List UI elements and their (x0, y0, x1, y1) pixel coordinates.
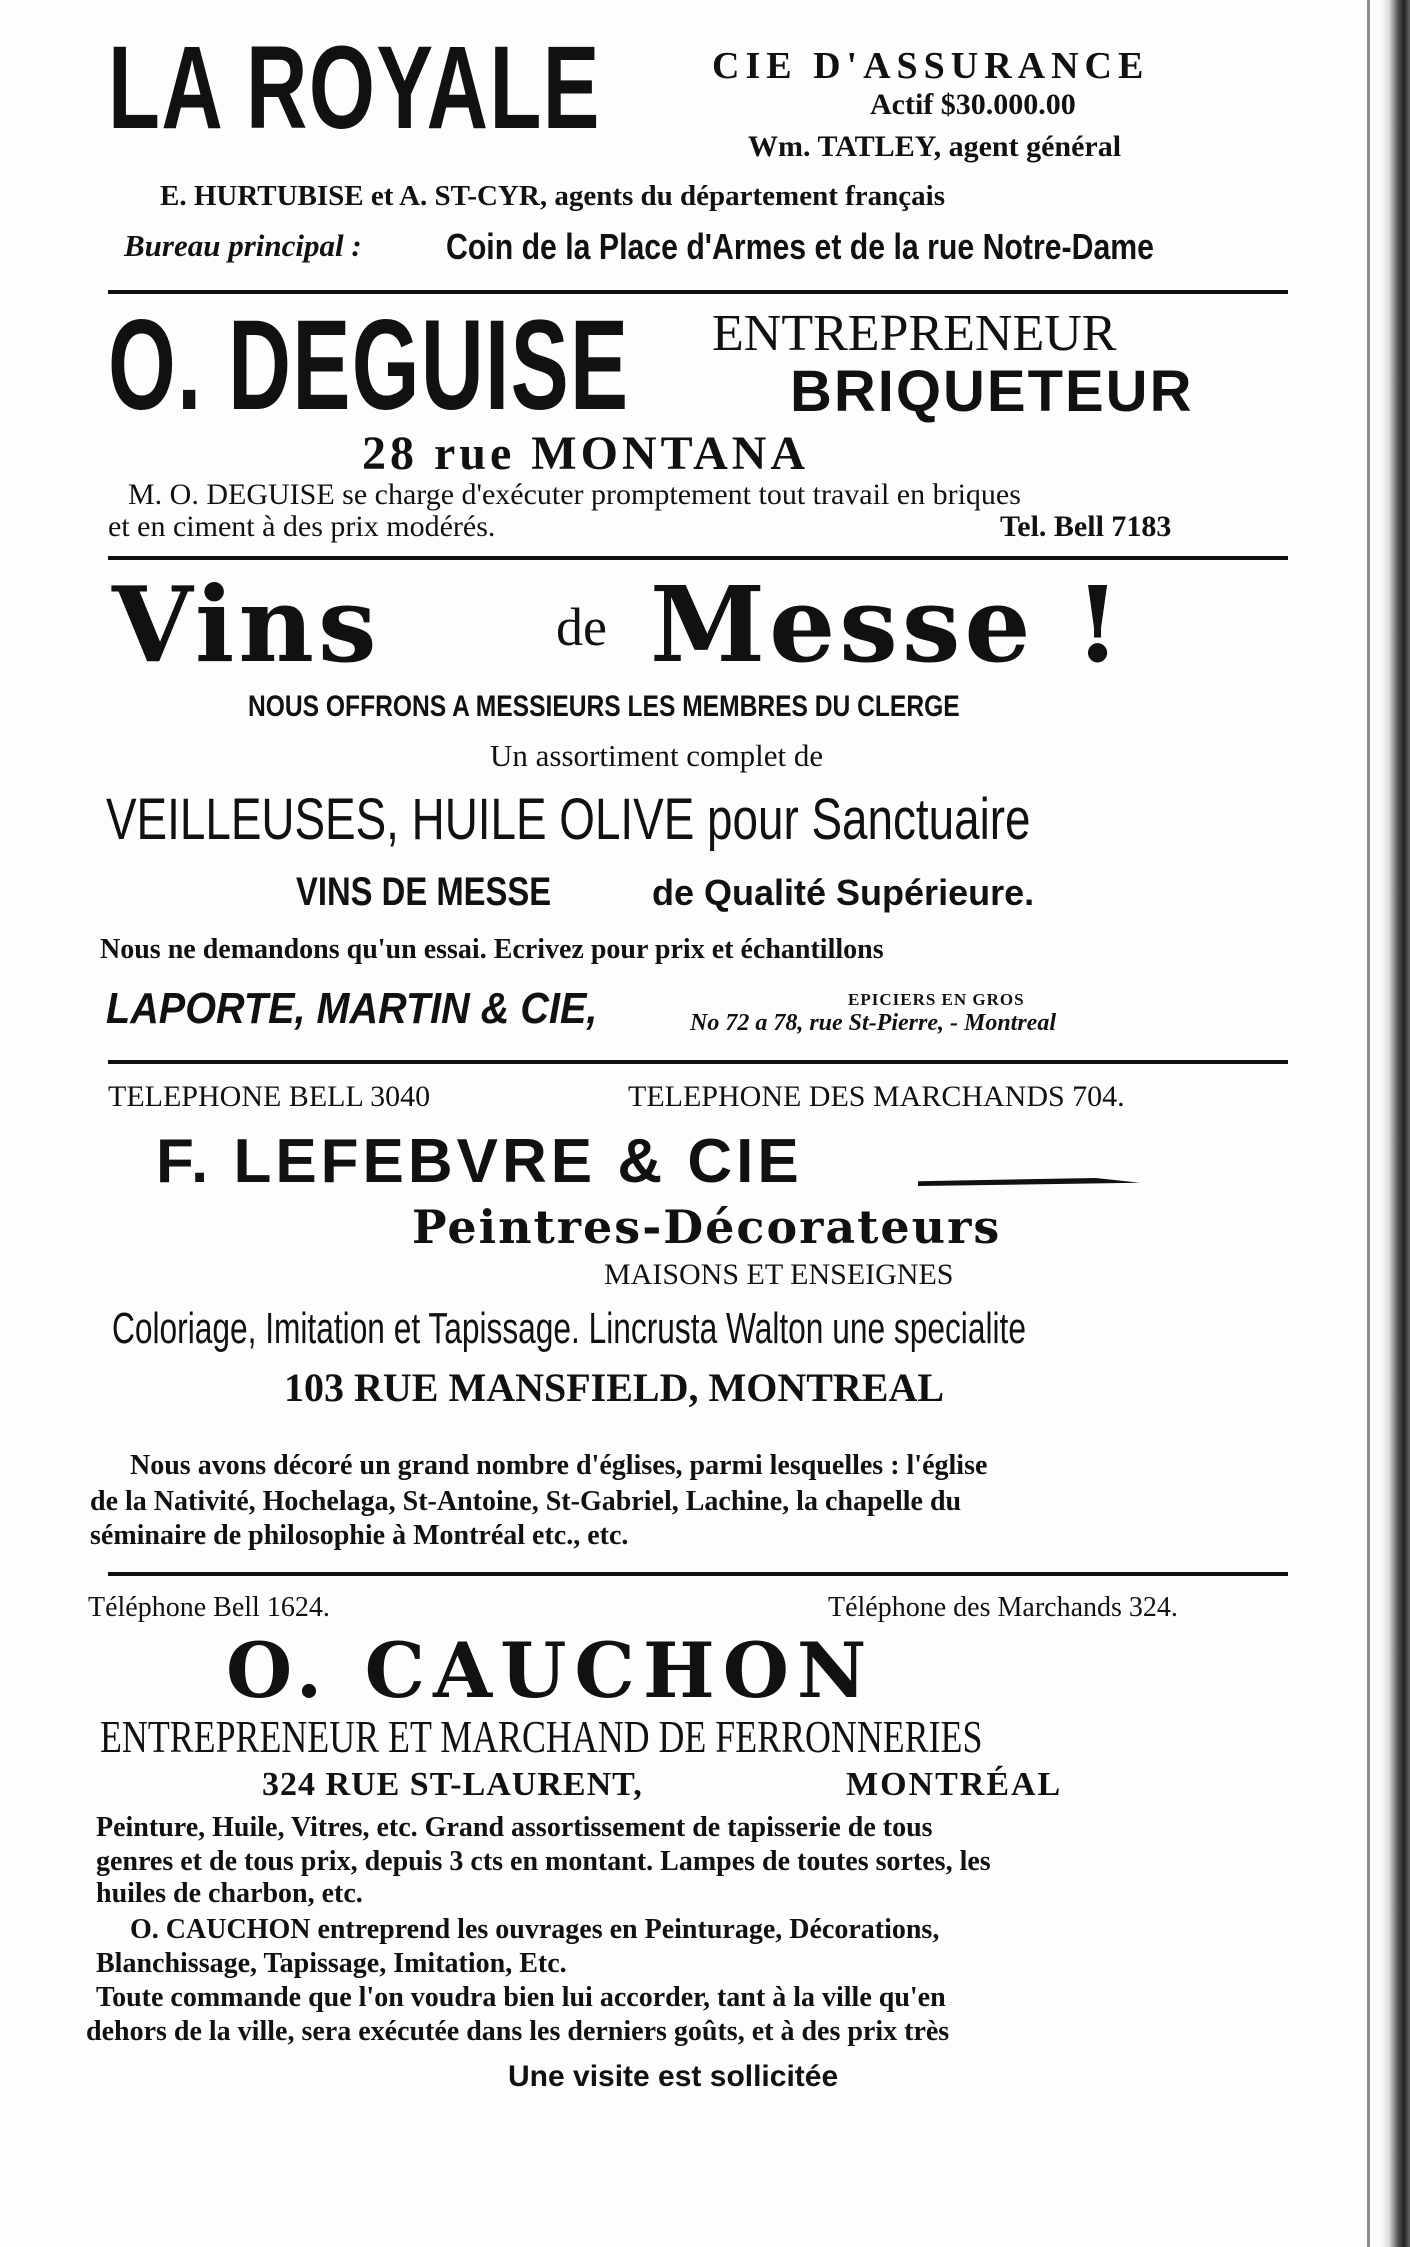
cauchon-para5: Blanchissage, Tapissage, Imitation, Etc. (96, 1948, 567, 1979)
cauchon-para4: O. CAUCHON entreprend les ouvrages en Peinturage, Décorations, (130, 1914, 940, 1945)
page-edge-line (1367, 0, 1370, 2247)
royale-bureau-label: Bureau principal : (124, 228, 362, 263)
deguise-title-entrepreneur: ENTREPRENEUR (712, 305, 1117, 362)
cauchon-address-street: 324 RUE ST-LAURENT, (262, 1766, 643, 1803)
cauchon-para7: dehors de la ville, sera exécutée dans les derniers goûts, et à des prix très (86, 2016, 950, 2047)
cauchon-closing: Une visite est sollicitée (508, 2060, 839, 2093)
cauchon-title: ENTREPRENEUR ET MARCHAND DE FERRONNERIES (100, 1711, 983, 1762)
deguise-phone: Tel. Bell 7183 (1000, 510, 1172, 543)
lefebvre-address: 103 RUE MANSFIELD, MONTREAL (284, 1365, 945, 1410)
divider-2 (108, 556, 1288, 560)
page-edge-shadow (1380, 0, 1410, 2247)
cauchon-address-city: MONTRÉAL (846, 1766, 1063, 1803)
lefebvre-services: Coloriage, Imitation et Tapissage. Lincrusta Walton une specialite (112, 1304, 1026, 1353)
divider-4 (108, 1572, 1288, 1576)
lefebvre-title: Peintres-Décorateurs (412, 1200, 1002, 1254)
lefebvre-para3: séminaire de philosophie à Montréal etc., etc. (90, 1520, 629, 1551)
deguise-address: 28 rue MONTANA (362, 427, 810, 480)
vins-firm-address: No 72 a 78, rue St-Pierre, - Montreal (690, 1010, 1056, 1036)
deguise-title-briqueteur: BRIQUETEUR (790, 359, 1194, 424)
cauchon-para2: genres et de tous prix, depuis 3 cts en montant. Lampes de toutes sortes, les (96, 1846, 991, 1877)
lefebvre-phone-bell: TELEPHONE BELL 3040 (108, 1080, 431, 1113)
royale-company: CIE D'ASSURANCE (712, 45, 1150, 87)
royale-actif: Actif $30.000.00 (870, 88, 1076, 121)
cauchon-para6: Toute commande que l'on voudra bien lui accorder, tant à la ville qu'en (96, 1982, 946, 2013)
vins-line2: Un assortiment complet de (490, 738, 824, 773)
vins-firm: LAPORTE, MARTIN & CIE, (106, 984, 598, 1033)
vins-line3: VEILLEUSES, HUILE OLIVE pour Sanctuaire (106, 787, 1031, 852)
vins-line4-a: VINS DE MESSE (296, 870, 552, 914)
lefebvre-name-swash (918, 1178, 1140, 1186)
vins-firm-type: EPICIERS EN GROS (848, 990, 1025, 1009)
cauchon-para3: huiles de charbon, etc. (96, 1878, 363, 1909)
vins-line4-b: de Qualité Supérieure. (652, 872, 1035, 913)
royale-agent: Wm. TATLEY, agent général (748, 130, 1122, 163)
royale-bureau-address: Coin de la Place d'Armes et de la rue Notre-Dame (446, 226, 1154, 267)
lefebvre-name: F. LEFEBVRE & CIE (156, 1127, 803, 1196)
vins-line1: NOUS OFFRONS A MESSIEURS LES MEMBRES DU CLERGE (248, 690, 960, 723)
lefebvre-subtitle: MAISONS ET ENSEIGNES (604, 1258, 954, 1291)
royale-name: LA ROYALE (108, 22, 601, 154)
vins-headline-de: de (556, 597, 607, 657)
vins-headline-messe: Messe ! (650, 563, 1125, 686)
divider-3 (108, 1060, 1288, 1064)
deguise-name: O. DEGUISE (108, 294, 630, 437)
vins-line5: Nous ne demandons qu'un essai. Ecrivez pour prix et échantillons (100, 934, 884, 965)
deguise-line1: M. O. DEGUISE se charge d'exécuter promptement tout travail en briques (128, 478, 1021, 511)
royale-dept-agents: E. HURTUBISE et A. ST-CYR, agents du département français (160, 180, 945, 212)
vins-headline-vins: Vins (112, 563, 381, 686)
cauchon-name: O. CAUCHON (226, 1626, 875, 1715)
cauchon-phone-marchands: Téléphone des Marchands 324. (828, 1592, 1178, 1623)
lefebvre-para2: de la Nativité, Hochelaga, St-Antoine, St-Gabriel, Lachine, la chapelle du (90, 1486, 962, 1517)
cauchon-para1: Peinture, Huile, Vitres, etc. Grand assortissement de tapisserie de tous (96, 1812, 933, 1843)
cauchon-phone-bell: Téléphone Bell 1624. (88, 1592, 330, 1623)
lefebvre-para1: Nous avons décoré un grand nombre d'églises, parmi lesquelles : l'église (130, 1450, 988, 1481)
lefebvre-phone-marchands: TELEPHONE DES MARCHANDS 704. (628, 1080, 1125, 1113)
deguise-line2: et en ciment à des prix modérés. (108, 510, 496, 543)
